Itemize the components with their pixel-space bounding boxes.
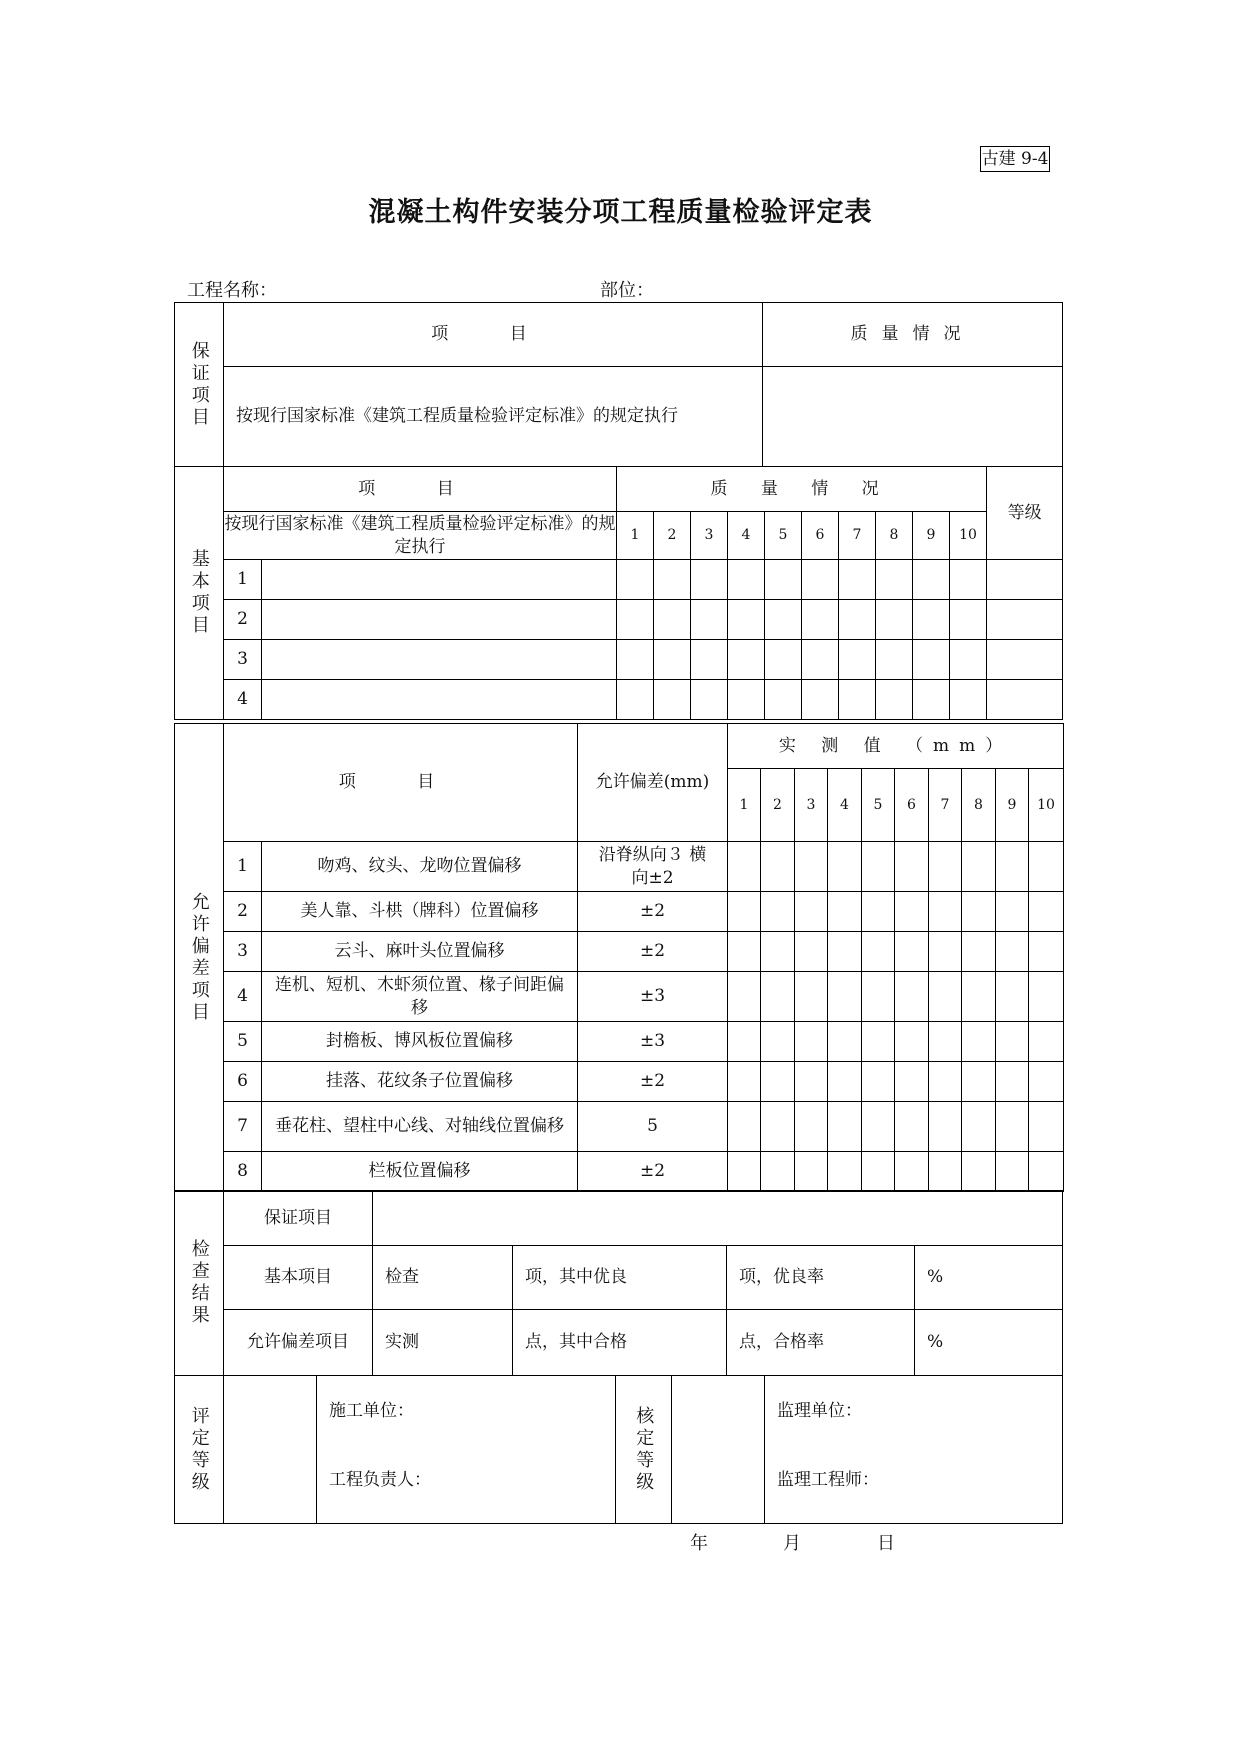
tolerance-measured-cell[interactable]	[728, 1102, 761, 1152]
tolerance-measured-cell[interactable]	[895, 1152, 929, 1192]
tolerance-row-allowed: ±2	[578, 892, 728, 932]
guarantee-quality-header: 质量情况	[763, 303, 1063, 367]
tolerance-allowed-header: 允许偏差(mm)	[578, 724, 728, 842]
tolerance-measured-cell[interactable]	[895, 892, 929, 932]
tolerance-row-number: 7	[224, 1102, 262, 1152]
basic-col-header: 3	[691, 512, 728, 560]
tolerance-col-header: 8	[962, 769, 996, 842]
basic-quality-cell[interactable]	[728, 680, 765, 720]
tolerance-measured-cell[interactable]	[962, 1062, 996, 1102]
tolerance-measured-cell[interactable]	[929, 1022, 962, 1062]
tolerance-row-number: 2	[224, 892, 262, 932]
tolerance-row-number: 3	[224, 932, 262, 972]
tolerance-measured-cell[interactable]	[962, 932, 996, 972]
tolerance-measured-cell[interactable]	[828, 892, 862, 932]
tolerance-measured-cell[interactable]	[862, 932, 895, 972]
guarantee-item-header: 项 目	[224, 303, 763, 367]
tolerance-col-header: 3	[795, 769, 828, 842]
basic-quality-cell[interactable]	[876, 640, 913, 680]
basic-col-header: 10	[950, 512, 987, 560]
tolerance-measured-cell[interactable]	[929, 932, 962, 972]
tolerance-measured-cell[interactable]	[1029, 842, 1064, 892]
basic-col-header: 9	[913, 512, 950, 560]
tolerance-measured-header: 实 测 值 （mm）	[728, 724, 1064, 769]
tolerance-col-header: 2	[761, 769, 795, 842]
tolerance-row-allowed: ±3	[578, 1022, 728, 1062]
tolerance-measured-cell[interactable]	[996, 1102, 1029, 1152]
tolerance-row-allowed: 5	[578, 1102, 728, 1152]
tolerance-measured-cell[interactable]	[728, 842, 761, 892]
tolerance-measured-cell[interactable]	[895, 1022, 929, 1062]
basic-col-header: 1	[617, 512, 654, 560]
tolerance-measured-cell[interactable]	[996, 1022, 1029, 1062]
rating-table	[174, 1375, 1063, 1524]
basic-grade-header: 等级	[987, 467, 1063, 560]
tolerance-measured-cell[interactable]	[962, 892, 996, 932]
tolerance-measured-cell[interactable]	[1029, 1102, 1064, 1152]
tolerance-measured-cell[interactable]	[795, 1022, 828, 1062]
tolerance-measured-cell[interactable]	[862, 1102, 895, 1152]
basic-quality-cell[interactable]	[950, 640, 987, 680]
tolerance-measured-cell[interactable]	[728, 972, 761, 1022]
basic-section-label: 基本项目	[175, 467, 224, 720]
tolerance-measured-cell[interactable]	[795, 1102, 828, 1152]
tolerance-col-header: 7	[929, 769, 962, 842]
tolerance-measured-cell[interactable]	[1029, 932, 1064, 972]
basic-quality-cell[interactable]	[728, 640, 765, 680]
tolerance-measured-cell[interactable]	[828, 932, 862, 972]
basic-quality-cell[interactable]	[839, 600, 876, 640]
tolerance-measured-cell[interactable]	[862, 1152, 895, 1192]
tolerance-measured-cell[interactable]	[962, 1022, 996, 1062]
tolerance-row-item: 垂花柱、望柱中心线、对轴线位置偏移	[262, 1102, 578, 1152]
basic-grade-cell[interactable]	[987, 680, 1063, 720]
basic-quality-cell[interactable]	[765, 680, 802, 720]
basic-quality-cell[interactable]	[950, 600, 987, 640]
results-guarantee-label: 保证项目	[224, 1191, 373, 1246]
tolerance-row-number: 6	[224, 1062, 262, 1102]
tolerance-row-number: 5	[224, 1022, 262, 1062]
basic-col-header: 5	[765, 512, 802, 560]
basic-quality-cell[interactable]	[839, 680, 876, 720]
project-lead-label: 工程负责人：	[329, 1470, 431, 1491]
tolerance-measured-cell[interactable]	[728, 892, 761, 932]
results-tolerance-label: 允许偏差项目	[224, 1310, 373, 1376]
tolerance-measured-cell[interactable]	[862, 842, 895, 892]
tolerance-measured-cell[interactable]	[929, 1102, 962, 1152]
basic-quality-cell[interactable]	[728, 600, 765, 640]
verify-grade-cell[interactable]	[672, 1376, 765, 1524]
tolerance-measured-cell[interactable]	[1029, 892, 1064, 932]
results-tolerance-rate: 点，合格率	[727, 1310, 915, 1376]
tolerance-row-item: 云斗、麻叶头位置偏移	[262, 932, 578, 972]
basic-row-number: 4	[224, 680, 262, 720]
results-tolerance-points: 点，其中合格	[513, 1310, 727, 1376]
tolerance-row-allowed: ±2	[578, 1152, 728, 1192]
basic-quality-cell[interactable]	[876, 680, 913, 720]
tolerance-row-item: 连机、短机、木虾须位置、椽子间距偏移	[262, 972, 578, 1022]
tolerance-col-header: 10	[1029, 769, 1064, 842]
tolerance-measured-cell[interactable]	[996, 972, 1029, 1022]
tolerance-row-allowed: ±3	[578, 972, 728, 1022]
tolerance-measured-cell[interactable]	[761, 1022, 795, 1062]
tolerance-measured-cell[interactable]	[895, 1102, 929, 1152]
tolerance-measured-cell[interactable]	[795, 842, 828, 892]
tolerance-measured-cell[interactable]	[962, 842, 996, 892]
tolerance-measured-cell[interactable]	[962, 972, 996, 1022]
guarantee-section-label: 保证项目	[175, 303, 224, 467]
basic-item-header: 项 目	[224, 467, 617, 512]
basic-row-item-cell[interactable]	[262, 560, 617, 600]
guarantee-quality-cell[interactable]	[763, 367, 1063, 467]
tolerance-row-allowed: ±2	[578, 1062, 728, 1102]
tolerance-measured-cell[interactable]	[761, 1062, 795, 1102]
basic-quality-cell[interactable]	[617, 560, 654, 600]
date-year: 年	[690, 1533, 708, 1554]
supervision-unit-label: 监理单位：	[777, 1401, 862, 1421]
verify-grade-label: 核定等级	[616, 1376, 672, 1524]
tolerance-row-number: 1	[224, 842, 262, 892]
tolerance-measured-cell[interactable]	[795, 892, 828, 932]
basic-quality-cell[interactable]	[802, 640, 839, 680]
tolerance-measured-cell[interactable]	[761, 892, 795, 932]
tolerance-measured-cell[interactable]	[795, 972, 828, 1022]
tolerance-table	[174, 723, 1064, 1192]
tolerance-row-allowed: 沿脊纵向３ 横向±2	[578, 842, 728, 892]
tolerance-section-label: 允许偏差项目	[175, 724, 224, 1192]
basic-quality-cell[interactable]	[913, 640, 950, 680]
basic-quality-cell[interactable]	[950, 680, 987, 720]
basic-quality-cell[interactable]	[802, 600, 839, 640]
tolerance-measured-cell[interactable]	[962, 1102, 996, 1152]
basic-quality-cell[interactable]	[839, 560, 876, 600]
tolerance-row-item: 美人靠、斗栱（牌科）位置偏移	[262, 892, 578, 932]
basic-col-header: 6	[802, 512, 839, 560]
basic-quality-cell[interactable]	[654, 600, 691, 640]
basic-row-number: 1	[224, 560, 262, 600]
basic-col-header: 2	[654, 512, 691, 560]
tolerance-measured-cell[interactable]	[862, 972, 895, 1022]
basic-quality-cell[interactable]	[691, 560, 728, 600]
basic-quality-cell[interactable]	[617, 600, 654, 640]
tolerance-measured-cell[interactable]	[795, 1062, 828, 1102]
tolerance-measured-cell[interactable]	[728, 1152, 761, 1192]
tolerance-measured-cell[interactable]	[929, 972, 962, 1022]
basic-quality-cell[interactable]	[839, 640, 876, 680]
tolerance-measured-cell[interactable]	[929, 1062, 962, 1102]
supervision-engineer-label: 监理工程师：	[777, 1470, 879, 1491]
form-code: 古建 9-4	[980, 146, 1050, 172]
tolerance-measured-cell[interactable]	[828, 1102, 862, 1152]
tolerance-measured-cell[interactable]	[996, 892, 1029, 932]
tolerance-measured-cell[interactable]	[996, 1062, 1029, 1102]
tolerance-measured-cell[interactable]	[895, 842, 929, 892]
tolerance-measured-cell[interactable]	[828, 1062, 862, 1102]
tolerance-measured-cell[interactable]	[929, 842, 962, 892]
project-name-label: 工程名称：	[187, 280, 277, 301]
tolerance-col-header: 6	[895, 769, 929, 842]
tolerance-col-header: 9	[996, 769, 1029, 842]
guarantee-table	[174, 302, 1063, 467]
basic-col-header: 7	[839, 512, 876, 560]
tolerance-col-header: 1	[728, 769, 761, 842]
tolerance-measured-cell[interactable]	[929, 892, 962, 932]
tolerance-measured-cell[interactable]	[728, 1022, 761, 1062]
tolerance-measured-cell[interactable]	[761, 972, 795, 1022]
tolerance-col-header: 5	[862, 769, 895, 842]
tolerance-measured-cell[interactable]	[828, 1022, 862, 1062]
basic-quality-cell[interactable]	[765, 560, 802, 600]
results-section-label: 检查结果	[175, 1191, 224, 1376]
basic-quality-cell[interactable]	[876, 560, 913, 600]
construction-block	[317, 1376, 616, 1524]
tolerance-measured-cell[interactable]	[895, 1062, 929, 1102]
supervision-block	[765, 1376, 1063, 1524]
tolerance-measured-cell[interactable]	[761, 842, 795, 892]
basic-quality-cell[interactable]	[913, 600, 950, 640]
tolerance-measured-cell[interactable]	[895, 932, 929, 972]
tolerance-row-item: 挂落、花纹条子位置偏移	[262, 1062, 578, 1102]
guarantee-standard-text: 按现行国家标准《建筑工程质量检验评定标准》的规定执行	[224, 367, 763, 467]
results-tolerance-measured: 实测	[373, 1310, 513, 1376]
tolerance-measured-cell[interactable]	[895, 972, 929, 1022]
tolerance-row-allowed: ±2	[578, 932, 728, 972]
basic-row-item-cell[interactable]	[262, 600, 617, 640]
tolerance-measured-cell[interactable]	[862, 892, 895, 932]
tolerance-measured-cell[interactable]	[996, 932, 1029, 972]
basic-quality-cell[interactable]	[654, 560, 691, 600]
tolerance-measured-cell[interactable]	[929, 1152, 962, 1192]
basic-quality-cell[interactable]	[654, 640, 691, 680]
location-label: 部位：	[600, 280, 654, 301]
basic-quality-cell[interactable]	[728, 560, 765, 600]
tolerance-measured-cell[interactable]	[828, 1152, 862, 1192]
basic-col-header: 8	[876, 512, 913, 560]
basic-quality-header: 质 量 情 况	[617, 467, 987, 512]
tolerance-measured-cell[interactable]	[1029, 972, 1064, 1022]
date-month: 月	[783, 1533, 801, 1554]
tolerance-measured-cell[interactable]	[795, 1152, 828, 1192]
results-basic-label: 基本项目	[224, 1246, 373, 1310]
basic-col-header: 4	[728, 512, 765, 560]
tolerance-measured-cell[interactable]	[761, 932, 795, 972]
basic-items-table	[174, 466, 1063, 720]
results-basic-pct: %	[915, 1246, 1063, 1310]
tolerance-measured-cell[interactable]	[1029, 1152, 1064, 1192]
tolerance-row-number: 8	[224, 1152, 262, 1192]
basic-standard-text: 按现行国家标准《建筑工程质量检验评定标准》的规定执行	[224, 512, 617, 560]
basic-row-number: 2	[224, 600, 262, 640]
basic-quality-cell[interactable]	[876, 600, 913, 640]
tolerance-measured-cell[interactable]	[996, 842, 1029, 892]
page-title: 混凝土构件安装分项工程质量检验评定表	[368, 197, 873, 228]
basic-row-item-cell[interactable]	[262, 680, 617, 720]
results-basic-items: 项，其中优良	[513, 1246, 727, 1310]
basic-grade-cell[interactable]	[987, 600, 1063, 640]
tolerance-measured-cell[interactable]	[828, 972, 862, 1022]
basic-row-number: 3	[224, 640, 262, 680]
tolerance-measured-cell[interactable]	[761, 1102, 795, 1152]
tolerance-row-number: 4	[224, 972, 262, 1022]
tolerance-measured-cell[interactable]	[862, 1062, 895, 1102]
basic-quality-cell[interactable]	[802, 680, 839, 720]
tolerance-row-item: 吻鸡、纹头、龙吻位置偏移	[262, 842, 578, 892]
tolerance-measured-cell[interactable]	[1029, 1022, 1064, 1062]
rating-section-label: 评定等级	[175, 1376, 224, 1524]
basic-quality-cell[interactable]	[913, 680, 950, 720]
basic-grade-cell[interactable]	[987, 560, 1063, 600]
tolerance-measured-cell[interactable]	[728, 932, 761, 972]
tolerance-measured-cell[interactable]	[761, 1152, 795, 1192]
tolerance-row-item: 栏板位置偏移	[262, 1152, 578, 1192]
basic-quality-cell[interactable]	[654, 680, 691, 720]
basic-quality-cell[interactable]	[802, 560, 839, 600]
basic-row-item-cell[interactable]	[262, 640, 617, 680]
tolerance-item-header: 项 目	[224, 724, 578, 842]
basic-quality-cell[interactable]	[617, 640, 654, 680]
basic-grade-cell[interactable]	[987, 640, 1063, 680]
construction-unit-label: 施工单位：	[329, 1401, 414, 1421]
results-guarantee-value[interactable]	[373, 1191, 1063, 1246]
results-basic-check: 检查	[373, 1246, 513, 1310]
results-basic-rate: 项，优良率	[727, 1246, 915, 1310]
basic-quality-cell[interactable]	[765, 640, 802, 680]
basic-quality-cell[interactable]	[691, 600, 728, 640]
results-tolerance-pct: %	[915, 1310, 1063, 1376]
basic-quality-cell[interactable]	[765, 600, 802, 640]
tolerance-measured-cell[interactable]	[862, 1022, 895, 1062]
results-table	[174, 1190, 1063, 1376]
tolerance-measured-cell[interactable]	[1029, 1062, 1064, 1102]
basic-quality-cell[interactable]	[691, 680, 728, 720]
tolerance-measured-cell[interactable]	[828, 842, 862, 892]
basic-quality-cell[interactable]	[617, 680, 654, 720]
basic-quality-cell[interactable]	[691, 640, 728, 680]
tolerance-measured-cell[interactable]	[795, 932, 828, 972]
tolerance-col-header: 4	[828, 769, 862, 842]
tolerance-row-item: 封檐板、博风板位置偏移	[262, 1022, 578, 1062]
date-day: 日	[877, 1533, 895, 1554]
tolerance-measured-cell[interactable]	[962, 1152, 996, 1192]
basic-quality-cell[interactable]	[913, 560, 950, 600]
basic-quality-cell[interactable]	[950, 560, 987, 600]
rating-grade-cell[interactable]	[224, 1376, 317, 1524]
tolerance-measured-cell[interactable]	[728, 1062, 761, 1102]
tolerance-measured-cell[interactable]	[996, 1152, 1029, 1192]
